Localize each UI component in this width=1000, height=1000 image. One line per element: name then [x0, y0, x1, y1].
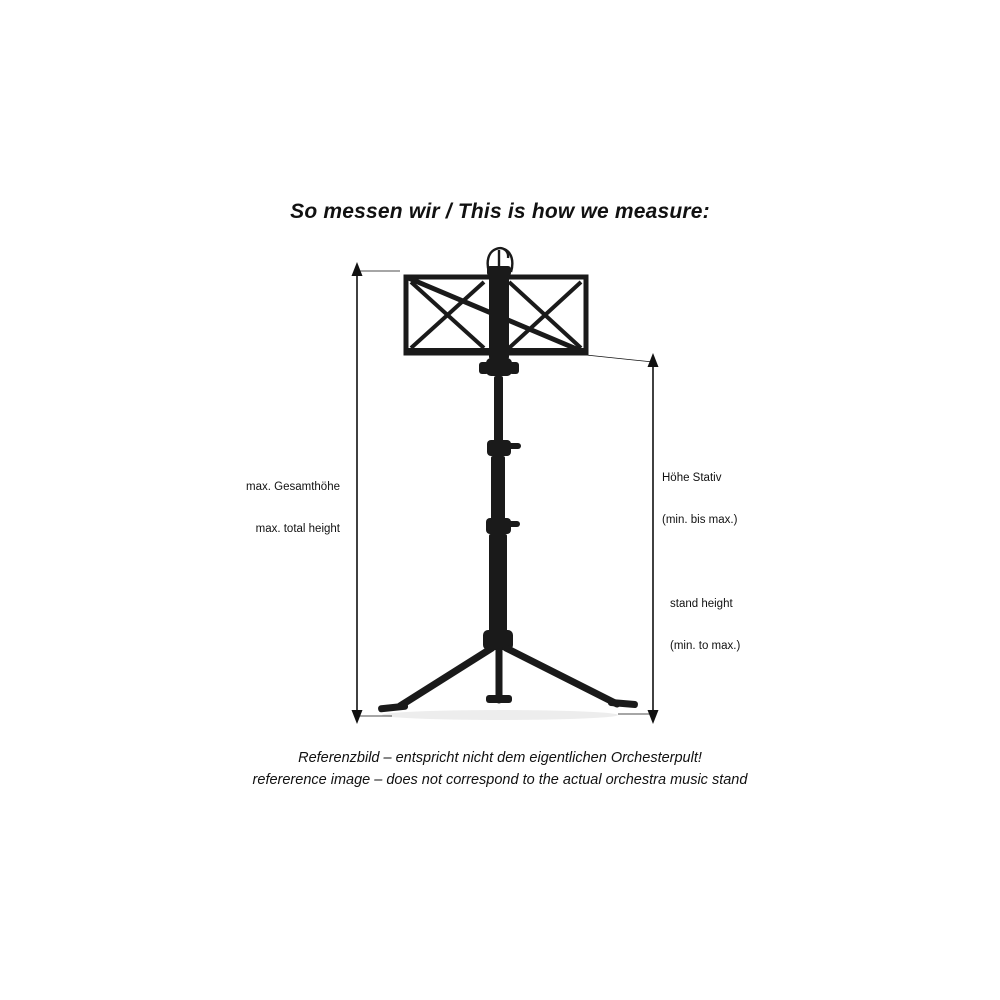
page-title: So messen wir / This is how we measure: [290, 200, 710, 223]
left-dimension-arrow [352, 262, 401, 724]
music-stand-graphic [378, 248, 638, 720]
tilt-joint [479, 358, 519, 376]
upper-clamp [487, 440, 521, 456]
upper-tube [494, 376, 503, 446]
dimension-label-total-height-de: max. Gesamthöhe [246, 481, 340, 493]
dimension-label-total-height-en: max. total height [255, 523, 340, 535]
dimension-label-stand-height-de: Höhe Stativ [662, 472, 722, 484]
middle-tube [491, 456, 505, 524]
desk-centre-bracket [487, 266, 511, 360]
dimension-label-stand-height-en-range: (min. to max.) [670, 640, 741, 652]
dimension-label-stand-height-de-range: (min. bis max.) [662, 514, 738, 526]
lower-tube [489, 534, 507, 638]
right-dimension-arrow [586, 353, 659, 724]
footnote-en: refererence image – does not correspond to the actual orchestra music stand [252, 772, 748, 788]
floor-shadow [382, 710, 618, 720]
footnote-de: Referenzbild – entspricht nicht dem eigentlichen Orchesterpult! [298, 750, 702, 766]
dimension-label-stand-height-en: stand height [670, 598, 733, 610]
lower-clamp [486, 518, 520, 534]
